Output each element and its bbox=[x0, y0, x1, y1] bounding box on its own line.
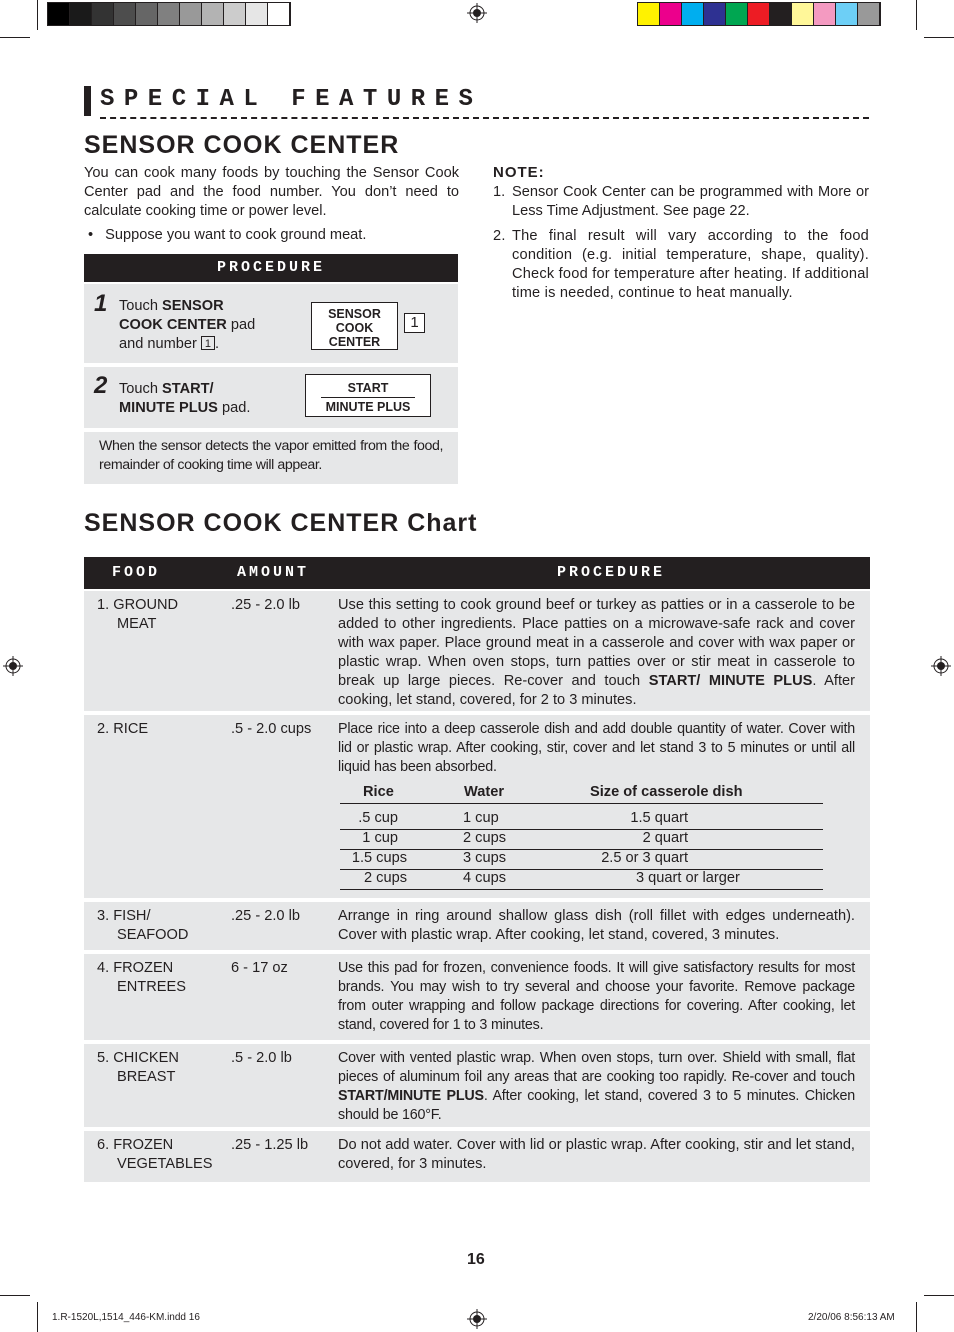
grayscale-color-bar bbox=[47, 2, 291, 26]
color-swatch bbox=[92, 3, 114, 25]
pad-label: CENTER bbox=[328, 335, 381, 349]
dish-cell: 2 quart bbox=[642, 830, 688, 846]
food-cell bbox=[97, 1049, 179, 1087]
food-name: SEAFOOD bbox=[117, 927, 189, 943]
rice-cell: 1.5 cups bbox=[351, 850, 407, 866]
procedure-text: Cover with vented plastic wrap. When oven stops, turn over. Shield with small, flat pieces of aluminum foil any areas that are cooking too rapidly. Re-cover and touch bbox=[338, 1050, 855, 1085]
procedure-heading: PROCEDURE bbox=[84, 254, 458, 282]
header-procedure: PROCEDURE bbox=[557, 564, 666, 581]
amount-cell: .25 - 2.0 lb bbox=[231, 908, 300, 924]
pad-divider bbox=[321, 397, 415, 398]
dish-col-header: Size of casserole dish bbox=[590, 784, 743, 800]
registration-mark-icon bbox=[931, 656, 951, 676]
section-label: SPECIAL FEATURES bbox=[100, 86, 483, 113]
note-heading: NOTE: bbox=[493, 164, 545, 181]
crop-mark bbox=[0, 1295, 30, 1296]
food-cell bbox=[97, 1136, 212, 1174]
color-swatch bbox=[682, 3, 704, 25]
table-row bbox=[84, 902, 870, 950]
procedure-cell bbox=[338, 596, 855, 710]
amount-cell: .25 - 1.25 lb bbox=[231, 1137, 309, 1153]
color-swatch bbox=[48, 3, 70, 25]
food-name: 1. GROUND bbox=[97, 597, 179, 613]
color-swatch bbox=[748, 3, 770, 25]
color-swatch bbox=[158, 3, 180, 25]
procedure-cell: Use this pad for frozen, convenience foods. It will give satisfactory results for most brands. You may wish to try several and choose your favorite. Remove package from outer wrapping and follow package directions for covering. After cooking, let stand, covered for 1 to 3 minutes. bbox=[338, 960, 855, 1033]
crop-mark bbox=[924, 37, 954, 38]
color-swatch bbox=[858, 3, 880, 25]
step-text-part: Touch bbox=[119, 381, 162, 397]
procedure-cell: Do not add water. Cover with lid or plastic wrap. After cooking, stir and let stand, covered, for 3 minutes. bbox=[338, 1137, 855, 1172]
color-swatch bbox=[638, 3, 660, 25]
rice-table-rule bbox=[340, 869, 823, 870]
color-swatch bbox=[136, 3, 158, 25]
color-swatch bbox=[268, 3, 290, 25]
food-cell bbox=[97, 907, 188, 945]
food-cell bbox=[97, 596, 178, 634]
amount-cell: .5 - 2.0 cups bbox=[231, 721, 312, 737]
header-food: FOOD bbox=[112, 564, 161, 581]
registration-mark-icon bbox=[467, 3, 487, 23]
procedure-cell: Arrange in ring around shallow glass dish (roll fillet with edges underneath). Cover with plastic wrap. After cooking, let stand, covered, 3 minutes. bbox=[338, 908, 855, 943]
rice-cell: 1 cup bbox=[362, 830, 398, 846]
rice-table-rule bbox=[340, 803, 823, 804]
color-swatch bbox=[70, 3, 92, 25]
step-text-part: . bbox=[214, 336, 220, 352]
color-swatch bbox=[246, 3, 268, 25]
crop-mark bbox=[916, 1302, 917, 1332]
water-cell: 2 cups bbox=[463, 830, 506, 846]
color-swatch bbox=[770, 3, 792, 25]
procedure-text: . After cooking, let stand, covered 3 to 5 minutes. Chicken should be 160°F. bbox=[338, 1088, 855, 1123]
crop-mark bbox=[916, 0, 917, 30]
procedure-key: START/MINUTE PLUS bbox=[338, 1088, 484, 1104]
color-swatch bbox=[660, 3, 682, 25]
color-swatch bbox=[814, 3, 836, 25]
step-text-part: pad bbox=[226, 317, 256, 333]
note-item bbox=[493, 183, 869, 221]
table-row bbox=[84, 715, 870, 898]
section-bar bbox=[84, 86, 91, 116]
print-timestamp: 2/20/06 8:56:13 AM bbox=[808, 1312, 895, 1323]
color-swatch bbox=[836, 3, 858, 25]
food-cell: 2. RICE bbox=[97, 721, 149, 737]
registration-mark-icon bbox=[467, 1309, 487, 1329]
section-rule bbox=[383, 117, 869, 119]
crop-mark bbox=[0, 37, 30, 38]
rice-cell: .5 cup bbox=[358, 810, 398, 826]
step-key-name: MINUTE PLUS bbox=[119, 400, 218, 416]
pad-label: COOK bbox=[335, 321, 374, 335]
file-slug: 1.R-1520L,1514_446-KM.indd 16 bbox=[52, 1312, 200, 1323]
step-1-text bbox=[119, 297, 299, 354]
table-row bbox=[84, 591, 870, 711]
chart-title: SENSOR COOK CENTER Chart bbox=[84, 509, 478, 537]
rice-col-header: Rice bbox=[363, 784, 394, 800]
pad-label: SENSOR bbox=[328, 307, 381, 321]
rice-cell: 2 cups bbox=[364, 870, 407, 886]
step-2-text bbox=[119, 380, 299, 418]
food-name: 3. FISH/ bbox=[97, 908, 151, 924]
procedure-text: . After cooking, let stand, covered, for 2 to 3 minutes. bbox=[338, 673, 855, 708]
rice-table-rule bbox=[340, 829, 823, 830]
table-row bbox=[84, 954, 870, 1040]
bullet-text: Suppose you want to cook ground meat. bbox=[105, 227, 367, 243]
rice-table-rule bbox=[340, 889, 823, 890]
color-swatch bbox=[180, 3, 202, 25]
color-swatch bbox=[792, 3, 814, 25]
dish-cell: 3 quart or larger bbox=[636, 870, 740, 886]
crop-mark bbox=[924, 1295, 954, 1296]
color-swatch bbox=[704, 3, 726, 25]
header-amount: AMOUNT bbox=[237, 564, 310, 581]
bullet-item bbox=[88, 227, 366, 243]
crop-mark bbox=[37, 0, 38, 30]
rice-table-rule bbox=[340, 849, 823, 850]
procedure-key: START/ MINUTE PLUS bbox=[648, 673, 813, 689]
note-text: Sensor Cook Center can be programmed with More or Less Time Adjustment. See page 22. bbox=[512, 184, 869, 219]
pad-label: START bbox=[347, 381, 389, 395]
start-minute-plus-pad[interactable] bbox=[305, 374, 431, 417]
page-number: 16 bbox=[467, 1251, 485, 1268]
step-key-name: START/ bbox=[162, 381, 214, 397]
food-name: VEGETABLES bbox=[117, 1156, 213, 1172]
color-swatch bbox=[726, 3, 748, 25]
intro-text: You can cook many foods by touching the Sensor Cook Center pad and the food number. You don’t need to calculate cooking time or power level. bbox=[84, 165, 459, 219]
water-cell: 4 cups bbox=[463, 870, 506, 886]
note-item bbox=[493, 227, 869, 303]
step-number: 1 bbox=[94, 290, 108, 317]
procedure-cell: Place rice into a deep casserole dish and add double quantity of water. Cover with lid or plastic wrap. After cooking, stir, cover and let stand 3 to 5 minutes or until all liquid has been absorbed. bbox=[338, 721, 855, 775]
note-number: 1. bbox=[493, 184, 506, 200]
food-name: 4. FROZEN bbox=[97, 960, 174, 976]
page-title: SENSOR COOK CENTER bbox=[84, 131, 400, 159]
chart-header-row bbox=[84, 557, 870, 589]
crop-mark bbox=[37, 1302, 38, 1332]
amount-cell: .5 - 2.0 lb bbox=[231, 1050, 292, 1066]
procedure-cell bbox=[338, 1049, 855, 1125]
dish-cell: 1.5 quart bbox=[630, 810, 688, 826]
food-name: 5. CHICKEN bbox=[97, 1050, 179, 1066]
note-text: The final result will vary according to the food condition (e.g. initial temperature, shape, quality). Check food for temperature after heating. If additional time is needed, continue to heat manually. bbox=[512, 228, 869, 301]
color-swatch bbox=[114, 3, 136, 25]
registration-mark-icon bbox=[3, 656, 23, 676]
food-name: BREAST bbox=[117, 1069, 176, 1085]
pad-label: MINUTE PLUS bbox=[325, 400, 411, 414]
procedure-text: Use this setting to cook ground beef or turkey as patties or in a casserole to be added to other ingredients. Place patties on a microwave-safe rack and cover with wax paper. Place ground meat in a casserole and cover with wax paper or plastic wrap. When oven stops, turn patties over or stir meat in casserole to break up large pieces. Re-cover and touch bbox=[338, 597, 855, 689]
water-cell: 3 cups bbox=[463, 850, 506, 866]
table-row bbox=[84, 1131, 870, 1182]
bullet-dot: • bbox=[88, 227, 94, 243]
number-1-pad[interactable]: 1 bbox=[404, 313, 425, 333]
step-text-part: pad. bbox=[217, 400, 251, 416]
step-text-part: Touch bbox=[119, 298, 162, 314]
step-number: 2 bbox=[94, 372, 108, 399]
intro-block bbox=[84, 164, 459, 221]
step-text-part: and number bbox=[119, 336, 201, 352]
note-number: 2. bbox=[493, 228, 506, 244]
amount-cell: 6 - 17 oz bbox=[231, 960, 288, 976]
dish-cell: 2.5 or 3 quart bbox=[601, 850, 688, 866]
food-name: ENTREES bbox=[117, 979, 186, 995]
water-cell: 1 cup bbox=[463, 810, 499, 826]
food-cell bbox=[97, 959, 186, 997]
food-name: 6. FROZEN bbox=[97, 1137, 174, 1153]
water-col-header: Water bbox=[464, 784, 505, 800]
food-name: MEAT bbox=[117, 616, 157, 632]
step-key-name: SENSOR bbox=[162, 298, 224, 314]
color-swatch bbox=[224, 3, 246, 25]
table-row bbox=[84, 1044, 870, 1127]
sensor-cook-center-pad[interactable] bbox=[311, 302, 398, 350]
step-key-name: COOK CENTER bbox=[119, 317, 227, 333]
amount-cell: .25 - 2.0 lb bbox=[231, 597, 300, 613]
procedure-footnote: When the sensor detects the vapor emitted from the food, remainder of cooking time will appear. bbox=[99, 438, 443, 473]
color-swatch bbox=[202, 3, 224, 25]
number-key-box: 1 bbox=[201, 336, 215, 350]
color-color-bar bbox=[637, 2, 881, 26]
section-rule bbox=[100, 117, 378, 119]
